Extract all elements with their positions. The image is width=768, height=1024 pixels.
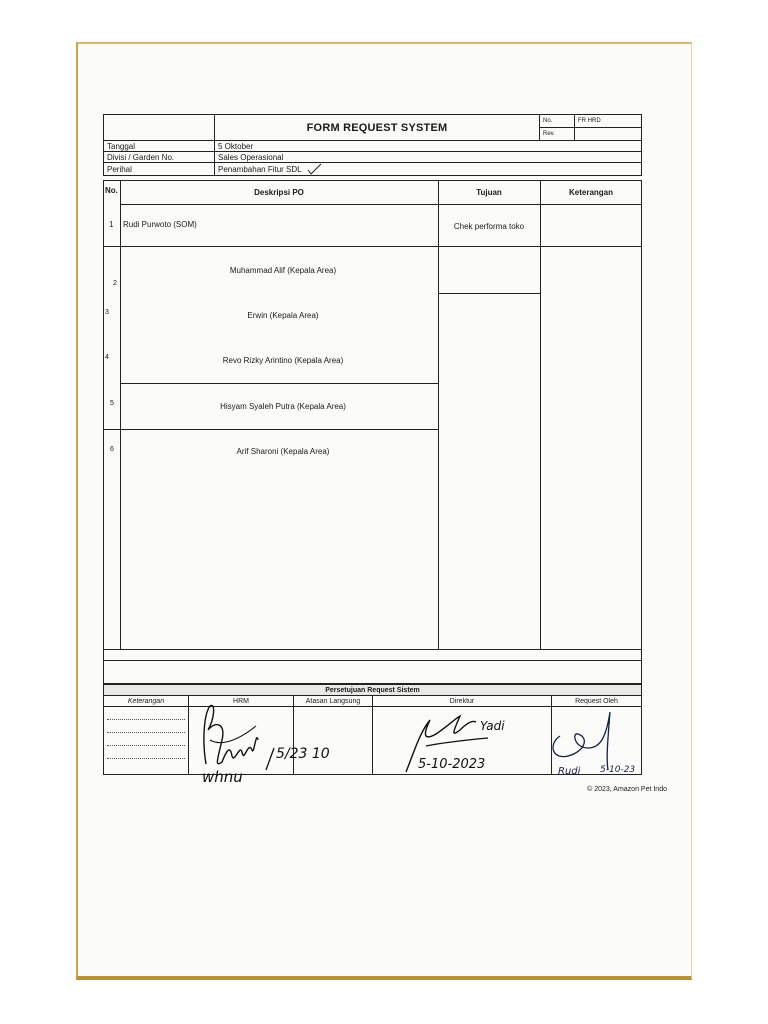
approval-title: Persetujuan Request Sistem xyxy=(104,685,642,696)
row-1-tujuan: Chek performa toko xyxy=(453,222,525,231)
footer-copyright: © 2023, Amazon Pet Indo xyxy=(587,786,667,793)
hrm-name: whnu xyxy=(202,768,243,786)
rev-value xyxy=(575,128,642,141)
request-name: Rudi xyxy=(558,766,581,777)
tanggal-label: Tanggal xyxy=(104,141,215,152)
no-value: FR HRD xyxy=(575,115,642,128)
blank-rows xyxy=(103,650,642,684)
request-date: 5-10-23 xyxy=(600,765,636,775)
row-5-no: 5 xyxy=(110,400,114,407)
col-keterangan: Keterangan xyxy=(568,188,614,197)
hrm-date: 5/23 10 xyxy=(276,746,330,762)
row-2-desc: Muhammad Alif (Kepala Area) xyxy=(229,266,337,275)
direktur-name: Yadi xyxy=(480,719,505,733)
rev-label: Rev. xyxy=(540,128,575,141)
form-header xyxy=(103,114,642,176)
no-label: No. xyxy=(540,115,575,128)
perihal-label: Perihal xyxy=(104,163,215,176)
request-label: Request Oleh xyxy=(552,696,642,707)
keterangan-label: Keterangan xyxy=(104,696,189,707)
row-6-no: 6 xyxy=(110,446,114,453)
row-4-desc: Revo Rizky Arintino (Kepala Area) xyxy=(222,356,344,365)
atasan-label: Atasan Langsung xyxy=(294,696,373,707)
tanggal-value: 5 Oktober xyxy=(215,141,642,152)
row-4-no: 4 xyxy=(105,354,109,361)
row-3-no: 3 xyxy=(105,309,109,316)
col-no: No. xyxy=(105,186,118,195)
po-table xyxy=(103,180,642,650)
direktur-label: Direktur xyxy=(373,696,552,707)
request-signature xyxy=(544,708,644,780)
paper-sheet xyxy=(76,42,692,980)
col-tujuan: Tujuan xyxy=(476,188,502,197)
hrm-signature xyxy=(196,700,330,786)
hrm-label: HRM xyxy=(189,696,294,707)
divisi-label: Divisi / Garden No. xyxy=(104,152,215,163)
perihal-value: Penambahan Fitur SDL xyxy=(218,165,302,174)
checkmark-icon xyxy=(306,163,322,175)
form-title: FORM REQUEST SYSTEM xyxy=(215,115,540,141)
row-2-no: 2 xyxy=(113,280,117,287)
row-1-desc: Rudi Purwoto (SOM) xyxy=(123,220,197,229)
row-6-desc: Arif Sharoni (Kepala Area) xyxy=(236,447,330,456)
row-5-desc: Hisyam Syaleh Putra (Kepala Area) xyxy=(220,402,346,411)
divisi-value: Sales Operasional xyxy=(215,152,642,163)
row-3-desc: Erwin (Kepala Area) xyxy=(247,311,319,320)
direktur-signature xyxy=(396,712,536,778)
row-1-no: 1 xyxy=(109,220,114,229)
direktur-date: 5-10-2023 xyxy=(418,757,486,772)
col-deskripsi: Deskripsi PO xyxy=(254,188,304,197)
